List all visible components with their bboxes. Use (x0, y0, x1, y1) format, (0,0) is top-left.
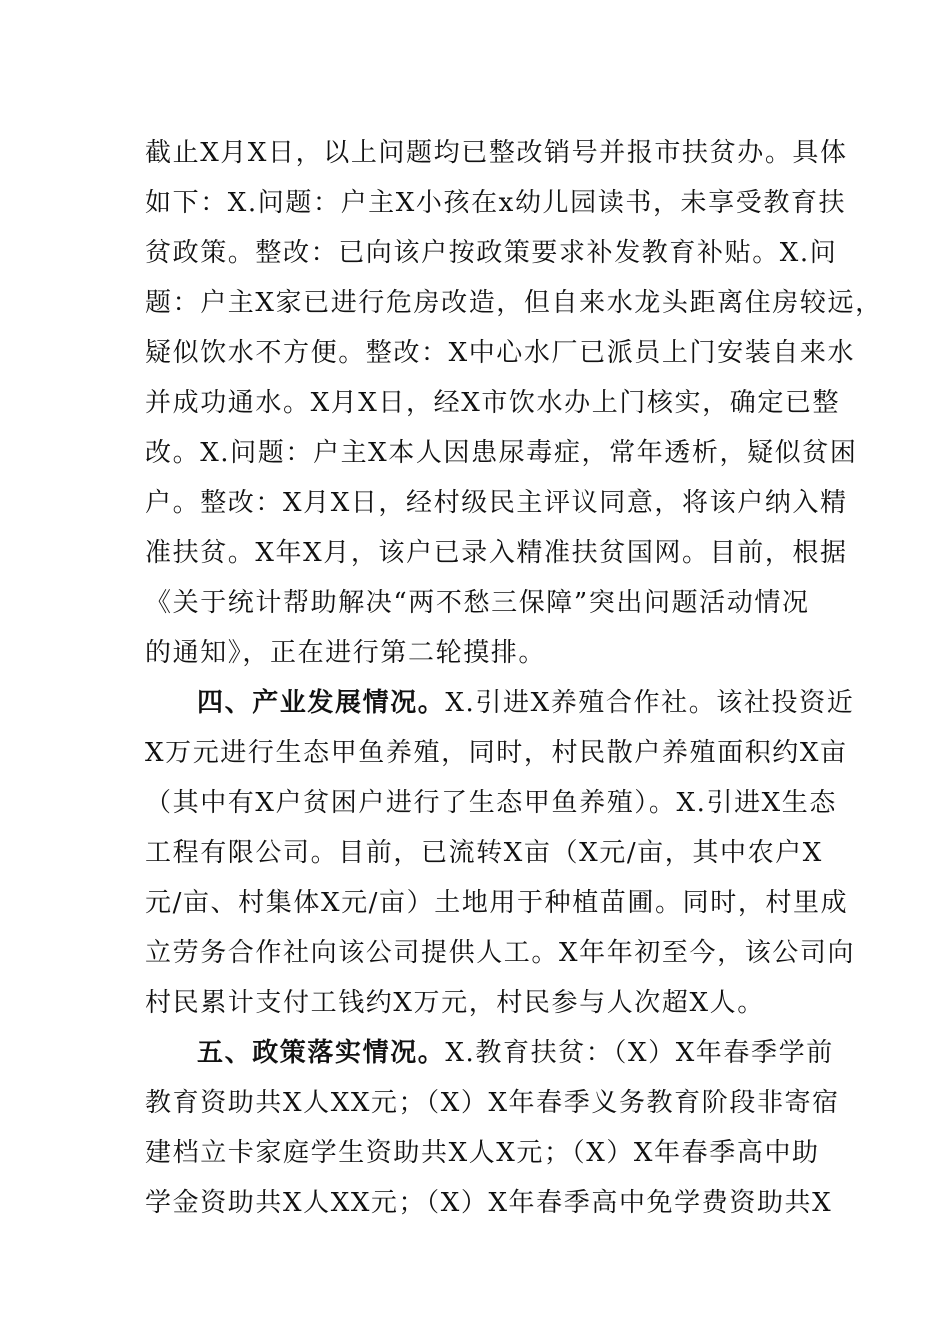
paragraph-line: 疑似饮水不方便。整改：X中心水厂已派员上门安装自来水 (145, 338, 856, 368)
paragraph-line: 的通知》，正在进行第二轮摸排。 (145, 638, 547, 668)
paragraph-line: 立劳务合作社向该公司提供人工。X年年初至今，该公司向 (145, 938, 856, 968)
paragraph-line: 改。X.问题：户主X本人因患尿毒症，常年透析，疑似贫困 (145, 438, 858, 468)
paragraph-line: 建档立卡家庭学生资助共X人X元；（X）X年春季高中助 (145, 1138, 820, 1168)
paragraph-line: （其中有X户贫困户进行了生态甲鱼养殖）。X.引进X生态 (145, 788, 837, 818)
section-5-first-line (197, 1033, 834, 1073)
paragraph-line: 《关于统计帮助解决“两不愁三保障”突出问题活动情况 (145, 588, 810, 618)
paragraph-line: 并成功通水。X月X日，经X市饮水办上门核实，确定已整 (145, 388, 841, 418)
section-4-first-line-text: X.引进X养殖合作社。该社投资近 (445, 688, 855, 718)
section-5-heading: 五、政策落实情况。 (197, 1038, 446, 1068)
paragraph-line: 学金资助共X人XX元；（X）X年春季高中免学费资助共X (145, 1188, 833, 1218)
paragraph-line: X万元进行生态甲鱼养殖，同时，村民散户养殖面积约X亩 (145, 738, 848, 768)
paragraph-line: 元/亩、村集体X元/亩）土地用于种植苗圃。同时，村里成 (145, 888, 849, 918)
paragraph-line: 户。整改：X月X日，经村级民主评议同意，将该户纳入精 (145, 488, 848, 518)
paragraph-line: 工程有限公司。目前，已流转X亩（X元/亩，其中农户X (145, 838, 823, 868)
paragraph-line: 准扶贫。X年X月，该户已录入精准扶贫国网。目前，根据 (145, 538, 848, 568)
paragraph-line: 教育资助共X人XX元；（X）X年春季义务教育阶段非寄宿 (145, 1088, 840, 1118)
section-5-first-line-text: X.教育扶贫：（X）X年春季学前 (445, 1038, 834, 1068)
section-4-first-line (197, 683, 855, 723)
paragraph-line: 题：户主X家已进行危房改造，但自来水龙头距离住房较远， (145, 288, 883, 318)
paragraph-line: 截止X月X日，以上问题均已整改销号并报市扶贫办。具体 (145, 138, 848, 168)
paragraph-line: 如下：X.问题：户主X小孩在x幼儿园读书，未享受教育扶 (145, 188, 847, 218)
section-4-heading: 四、产业发展情况。 (197, 688, 446, 718)
paragraph-line: 村民累计支付工钱约X万元，村民参与人次超X人。 (145, 988, 765, 1018)
paragraph-line: 贫政策。整改：已向该户按政策要求补发教育补贴。X.问 (145, 238, 838, 268)
